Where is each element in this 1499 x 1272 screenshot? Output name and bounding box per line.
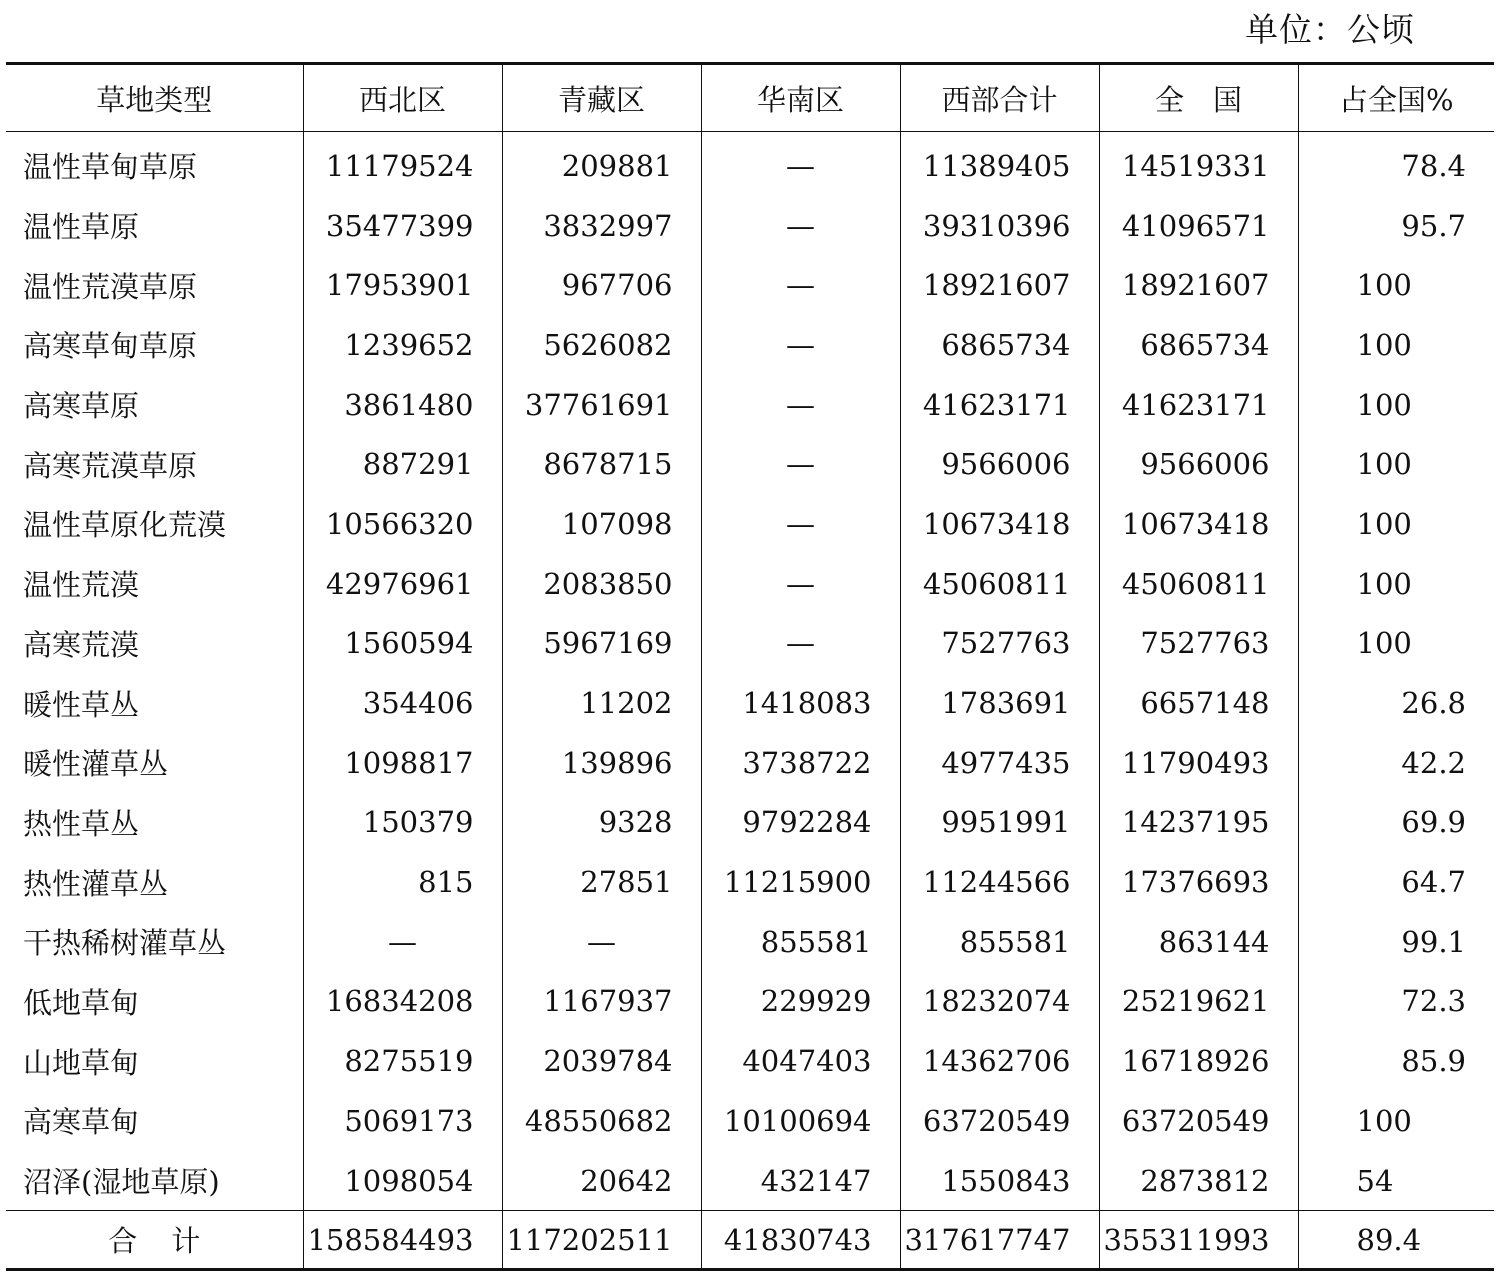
cell-northwest: 1560594 (303, 614, 502, 674)
header-grassland-type: 草地类型 (96, 82, 213, 117)
cell-percent-national: 26.8 (1298, 673, 1494, 733)
cell-south-china: 3738722 (701, 733, 900, 793)
cell-qinghai-tibet: 11202 (502, 673, 701, 733)
table-row (6, 315, 1494, 375)
cell-northwest: 11179524 (303, 132, 502, 196)
total-label: 合计 (108, 1224, 235, 1259)
cell-grassland-type: 热性灌草丛 (23, 866, 169, 901)
cell-west-total: 11389405 (900, 132, 1099, 196)
cell-northwest: 887291 (303, 434, 502, 494)
cell-grassland-type: 温性草甸草原 (23, 150, 198, 185)
cell-national: 10673418 (1099, 494, 1298, 554)
cell-percent-national: 72.3 (1298, 972, 1494, 1032)
cell-national: 18921607 (1099, 255, 1298, 315)
cell-northwest: 1098054 (303, 1151, 502, 1211)
cell-percent-national: 100 (1298, 375, 1494, 435)
cell-south-china: — (701, 614, 900, 674)
cell-qinghai-tibet: 2039784 (502, 1031, 701, 1091)
grassland-area-table (6, 62, 1494, 1271)
cell-south-china: — (701, 315, 900, 375)
total-qinghai-tibet: 117202511 (502, 1211, 701, 1270)
table-row (6, 793, 1494, 853)
cell-percent-national: 85.9 (1298, 1031, 1494, 1091)
cell-northwest: 10566320 (303, 494, 502, 554)
cell-grassland-type: 干热稀树灌草丛 (23, 926, 227, 961)
table-row (6, 494, 1494, 554)
cell-west-total: 9566006 (900, 434, 1099, 494)
cell-south-china: — (701, 196, 900, 256)
cell-national: 2873812 (1099, 1151, 1298, 1211)
total-percent: 89.4 (1298, 1211, 1494, 1270)
table-row (6, 196, 1494, 256)
cell-grassland-type: 暖性灌草丛 (23, 747, 169, 782)
header-west-total: 西部合计 (900, 64, 1099, 132)
cell-percent-national: 78.4 (1298, 132, 1494, 196)
cell-qinghai-tibet: 1167937 (502, 972, 701, 1032)
cell-qinghai-tibet: 3832997 (502, 196, 701, 256)
total-northwest: 158584493 (303, 1211, 502, 1270)
cell-northwest: 1098817 (303, 733, 502, 793)
cell-qinghai-tibet: 9328 (502, 793, 701, 853)
cell-grassland-type: 热性草丛 (23, 806, 140, 841)
cell-northwest: 16834208 (303, 972, 502, 1032)
cell-grassland-type: 沼泽(湿地草原) (23, 1165, 220, 1200)
cell-south-china: — (701, 494, 900, 554)
cell-northwest: — (303, 912, 502, 972)
header-qinghai-tibet: 青藏区 (502, 64, 701, 132)
header-percent-national: 占全国% (1298, 64, 1494, 132)
cell-grassland-type: 高寒荒漠 (23, 627, 140, 662)
cell-south-china: — (701, 434, 900, 494)
cell-qinghai-tibet: 48550682 (502, 1091, 701, 1151)
cell-south-china: — (701, 132, 900, 196)
cell-national: 41623171 (1099, 375, 1298, 435)
cell-northwest: 5069173 (303, 1091, 502, 1151)
cell-percent-national: 95.7 (1298, 196, 1494, 256)
cell-west-total: 6865734 (900, 315, 1099, 375)
cell-south-china: 4047403 (701, 1031, 900, 1091)
table-row (6, 972, 1494, 1032)
table-row (6, 852, 1494, 912)
table-row (6, 375, 1494, 435)
cell-percent-national: 100 (1298, 1091, 1494, 1151)
cell-grassland-type: 温性草原 (23, 210, 140, 245)
cell-national: 863144 (1099, 912, 1298, 972)
cell-west-total: 855581 (900, 912, 1099, 972)
cell-grassland-type: 低地草甸 (23, 985, 140, 1020)
cell-qinghai-tibet: 209881 (502, 132, 701, 196)
cell-south-china: 10100694 (701, 1091, 900, 1151)
cell-west-total: 7527763 (900, 614, 1099, 674)
cell-south-china: 11215900 (701, 852, 900, 912)
cell-south-china: 229929 (701, 972, 900, 1032)
cell-grassland-type: 山地草甸 (23, 1045, 140, 1080)
cell-northwest: 35477399 (303, 196, 502, 256)
total-south-china: 41830743 (701, 1211, 900, 1270)
table-row (6, 132, 1494, 196)
table-row (6, 1151, 1494, 1211)
cell-west-total: 10673418 (900, 494, 1099, 554)
cell-west-total: 41623171 (900, 375, 1099, 435)
cell-national: 25219621 (1099, 972, 1298, 1032)
cell-percent-national: 42.2 (1298, 733, 1494, 793)
cell-south-china: — (701, 255, 900, 315)
cell-qinghai-tibet: 5626082 (502, 315, 701, 375)
cell-south-china: 1418083 (701, 673, 900, 733)
cell-west-total: 18921607 (900, 255, 1099, 315)
cell-west-total: 4977435 (900, 733, 1099, 793)
cell-grassland-type: 暖性草丛 (23, 687, 140, 722)
header-national: 全 国 (1099, 64, 1298, 132)
cell-grassland-type: 温性荒漠 (23, 568, 140, 603)
table-row (6, 1091, 1494, 1151)
cell-northwest: 3861480 (303, 375, 502, 435)
cell-south-china: 432147 (701, 1151, 900, 1211)
cell-national: 9566006 (1099, 434, 1298, 494)
cell-percent-national: 100 (1298, 434, 1494, 494)
cell-percent-national: 99.1 (1298, 912, 1494, 972)
cell-qinghai-tibet: 20642 (502, 1151, 701, 1211)
cell-qinghai-tibet: 107098 (502, 494, 701, 554)
cell-percent-national: 100 (1298, 614, 1494, 674)
cell-west-total: 1550843 (900, 1151, 1099, 1211)
cell-national: 14237195 (1099, 793, 1298, 853)
cell-national: 45060811 (1099, 554, 1298, 614)
unit-label: 单位：公顷 (1245, 10, 1415, 49)
cell-national: 6657148 (1099, 673, 1298, 733)
cell-northwest: 8275519 (303, 1031, 502, 1091)
cell-qinghai-tibet: 8678715 (502, 434, 701, 494)
cell-qinghai-tibet: 5967169 (502, 614, 701, 674)
cell-percent-national: 64.7 (1298, 852, 1494, 912)
cell-national: 7527763 (1099, 614, 1298, 674)
cell-south-china: 855581 (701, 912, 900, 972)
total-west: 317617747 (900, 1211, 1099, 1270)
cell-northwest: 1239652 (303, 315, 502, 375)
table-row (6, 733, 1494, 793)
table-row (6, 1031, 1494, 1091)
cell-grassland-type: 高寒草甸草原 (23, 329, 198, 364)
cell-south-china: — (701, 375, 900, 435)
cell-northwest: 815 (303, 852, 502, 912)
cell-national: 11790493 (1099, 733, 1298, 793)
cell-grassland-type: 高寒草甸 (23, 1105, 140, 1140)
cell-northwest: 150379 (303, 793, 502, 853)
cell-west-total: 14362706 (900, 1031, 1099, 1091)
cell-percent-national: 100 (1298, 255, 1494, 315)
cell-qinghai-tibet: 37761691 (502, 375, 701, 435)
cell-south-china: — (701, 554, 900, 614)
cell-grassland-type: 高寒草原 (23, 389, 140, 424)
cell-percent-national: 100 (1298, 315, 1494, 375)
cell-national: 16718926 (1099, 1031, 1298, 1091)
cell-qinghai-tibet: 2083850 (502, 554, 701, 614)
cell-qinghai-tibet: 27851 (502, 852, 701, 912)
header-south-china: 华南区 (701, 64, 900, 132)
cell-northwest: 354406 (303, 673, 502, 733)
cell-south-china: 9792284 (701, 793, 900, 853)
cell-national: 6865734 (1099, 315, 1298, 375)
cell-grassland-type: 温性荒漠草原 (23, 269, 198, 304)
cell-west-total: 18232074 (900, 972, 1099, 1032)
table-row (6, 614, 1494, 674)
cell-percent-national: 100 (1298, 494, 1494, 554)
cell-grassland-type: 高寒荒漠草原 (23, 448, 198, 483)
cell-grassland-type: 温性草原化荒漠 (23, 508, 227, 543)
cell-qinghai-tibet: 139896 (502, 733, 701, 793)
cell-national: 14519331 (1099, 132, 1298, 196)
table-row (6, 434, 1494, 494)
cell-west-total: 45060811 (900, 554, 1099, 614)
cell-percent-national: 100 (1298, 554, 1494, 614)
cell-west-total: 39310396 (900, 196, 1099, 256)
cell-west-total: 63720549 (900, 1091, 1099, 1151)
header-row (6, 64, 1494, 132)
cell-northwest: 17953901 (303, 255, 502, 315)
cell-percent-national: 54 (1298, 1151, 1494, 1211)
cell-qinghai-tibet: — (502, 912, 701, 972)
total-national: 355311993 (1099, 1211, 1298, 1270)
cell-west-total: 11244566 (900, 852, 1099, 912)
cell-northwest: 42976961 (303, 554, 502, 614)
cell-national: 41096571 (1099, 196, 1298, 256)
table-row (6, 554, 1494, 614)
table-row (6, 673, 1494, 733)
header-northwest: 西北区 (303, 64, 502, 132)
cell-national: 63720549 (1099, 1091, 1298, 1151)
cell-national: 17376693 (1099, 852, 1298, 912)
cell-qinghai-tibet: 967706 (502, 255, 701, 315)
total-row (6, 1211, 1494, 1270)
cell-west-total: 9951991 (900, 793, 1099, 853)
cell-percent-national: 69.9 (1298, 793, 1494, 853)
table-row (6, 912, 1494, 972)
cell-west-total: 1783691 (900, 673, 1099, 733)
table-row (6, 255, 1494, 315)
